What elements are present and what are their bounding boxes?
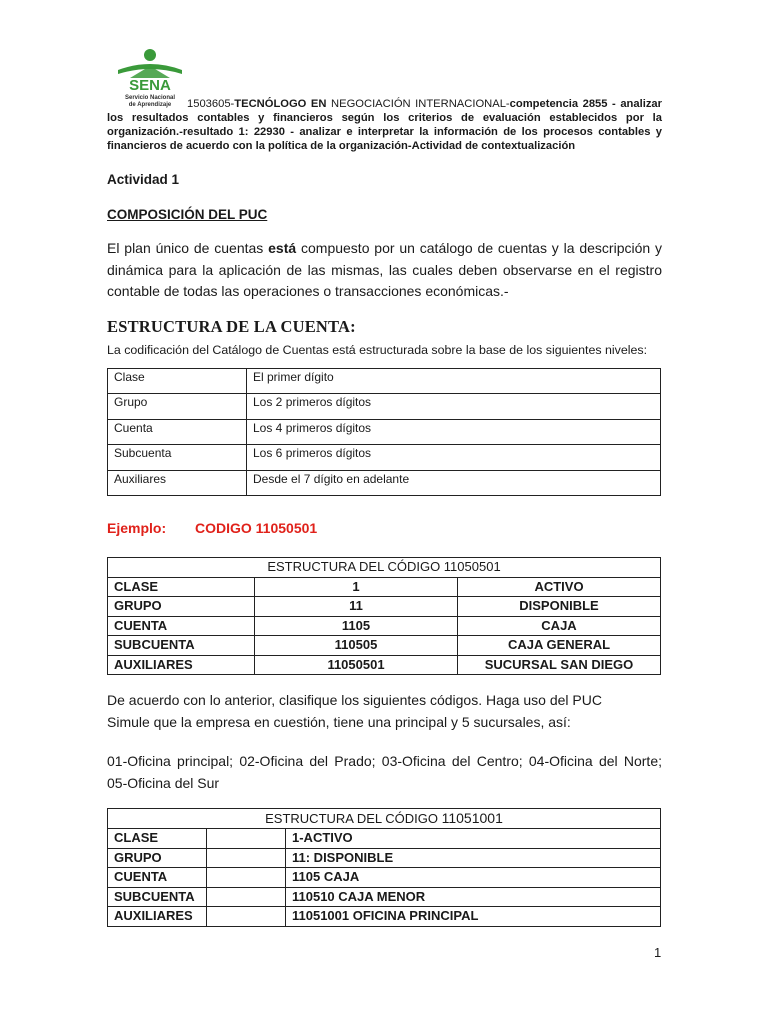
program-tecnologo: TECNÓLOGO EN — [234, 98, 327, 110]
row-level: SUBCUENTA — [108, 887, 207, 907]
exercise-title-prefix: ESTRUCTURA DEL CÓDIGO — [265, 811, 442, 826]
table-row — [108, 616, 661, 636]
instructions-line-2: Simule que la empresa en cuestión, tiene una principal y 5 sucursales, así: — [107, 714, 571, 730]
table-row — [108, 636, 661, 656]
intro-paragraph — [107, 238, 662, 303]
row-code: 110505 — [255, 636, 458, 656]
row-level: AUXILIARES — [108, 655, 255, 675]
row-empty — [207, 829, 286, 849]
row-code: 1 — [255, 577, 458, 597]
row-code: 11 — [255, 597, 458, 617]
codification-text: La codificación del Catálogo de Cuentas está estructurada sobre la base de los siguientes niveles: — [107, 343, 648, 357]
exercise-title-code: 11051001 — [441, 810, 503, 826]
table-row — [108, 394, 661, 419]
example-label: Ejemplo: — [107, 520, 167, 536]
instructions-line-1: De acuerdo con lo anterior, clasifique los siguientes códigos. Haga uso del PUC — [107, 692, 602, 708]
table-row — [108, 597, 661, 617]
table-row — [108, 907, 661, 927]
row-code: 11050501 — [255, 655, 458, 675]
levels-table — [107, 368, 661, 496]
exercise-table-title — [108, 809, 661, 829]
row-level: GRUPO — [108, 597, 255, 617]
program-code: 1503605- — [187, 98, 235, 110]
row-level: CLASE — [108, 577, 255, 597]
offices-list: 01-Oficina principal; 02-Oficina del Prado; 03-Oficina del Centro; 04-Oficina del Norte; 05-Oficina del Sur — [107, 753, 662, 791]
svg-text:SENA: SENA — [129, 77, 171, 94]
example-code: CODIGO 11050501 — [195, 520, 318, 536]
row-level: CUENTA — [108, 868, 207, 888]
composition-title: COMPOSICIÓN DEL PUC — [107, 207, 268, 222]
level-name: Cuenta — [108, 419, 247, 444]
example-structure-table — [107, 557, 661, 675]
row-level: CLASE — [108, 829, 207, 849]
table-row — [108, 369, 661, 394]
row-empty — [207, 848, 286, 868]
level-name: Clase — [108, 369, 247, 394]
example-heading — [107, 520, 318, 536]
row-name: CAJA — [458, 616, 661, 636]
activity-title: Actividad 1 — [107, 172, 180, 187]
program-name: NEGOCIACIÓN INTERNACIONAL- — [326, 98, 510, 110]
table-row — [108, 655, 661, 675]
row-name: DISPONIBLE — [458, 597, 661, 617]
intro-esta: está — [268, 240, 297, 256]
row-empty — [207, 868, 286, 888]
intro-part2: compuesto por un catálogo de cuentas y la descripción y dinámica para la aplicación de las mismas, las cuales deben observarse en el registro contable de todas las operaciones o transacciones económicas.- — [107, 240, 662, 299]
table-row — [108, 419, 661, 444]
row-value: 110510 CAJA MENOR — [286, 887, 661, 907]
row-empty — [207, 907, 286, 927]
level-desc: Los 4 primeros dígitos — [247, 419, 661, 444]
table-row — [108, 558, 661, 578]
level-desc: Los 6 primeros dígitos — [247, 445, 661, 470]
page-number: 1 — [654, 945, 662, 960]
table-row — [108, 809, 661, 829]
row-name: CAJA GENERAL — [458, 636, 661, 656]
example-table-title: ESTRUCTURA DEL CÓDIGO 11050501 — [108, 558, 661, 578]
structure-title: ESTRUCTURA DE LA CUENTA: — [107, 317, 356, 336]
table-row — [108, 848, 661, 868]
row-empty — [207, 887, 286, 907]
row-name: SUCURSAL SAN DIEGO — [458, 655, 661, 675]
row-value: 1105 CAJA — [286, 868, 661, 888]
level-name: Auxiliares — [108, 470, 247, 495]
svg-text:de Aprendizaje: de Aprendizaje — [128, 102, 172, 108]
row-level: GRUPO — [108, 848, 207, 868]
table-row — [108, 445, 661, 470]
row-level: SUBCUENTA — [108, 636, 255, 656]
intro-part1: El plan único de cuentas — [107, 240, 269, 256]
row-name: ACTIVO — [458, 577, 661, 597]
row-value: 11051001 OFICINA PRINCIPAL — [286, 907, 661, 927]
exercise-structure-table — [107, 808, 661, 927]
level-name: Grupo — [108, 394, 247, 419]
row-code: 1105 — [255, 616, 458, 636]
row-value: 11: DISPONIBLE — [286, 848, 661, 868]
document-header — [107, 97, 662, 153]
level-desc: Los 2 primeros dígitos — [247, 394, 661, 419]
competence-description: competencia 2855 - analizar los resultados contables y financieros según los criterios de evaluación establecidos por la organización.-resultado 1: 22930 - analizar e interpretar la información de los procesos contables y financieros de acuerdo con la política de la organización-Actividad de contextualización — [107, 98, 663, 152]
row-level: AUXILIARES — [108, 907, 207, 927]
table-row — [108, 577, 661, 597]
svg-text:Servicio Nacional: Servicio Nacional — [124, 95, 176, 101]
level-desc: El primer dígito — [247, 369, 661, 394]
table-row — [108, 887, 661, 907]
table-row — [108, 868, 661, 888]
level-name: Subcuenta — [108, 445, 247, 470]
row-level: CUENTA — [108, 616, 255, 636]
level-desc: Desde el 7 dígito en adelante — [247, 470, 661, 495]
table-row — [108, 470, 661, 495]
table-row — [108, 829, 661, 849]
row-value: 1-ACTIVO — [286, 829, 661, 849]
